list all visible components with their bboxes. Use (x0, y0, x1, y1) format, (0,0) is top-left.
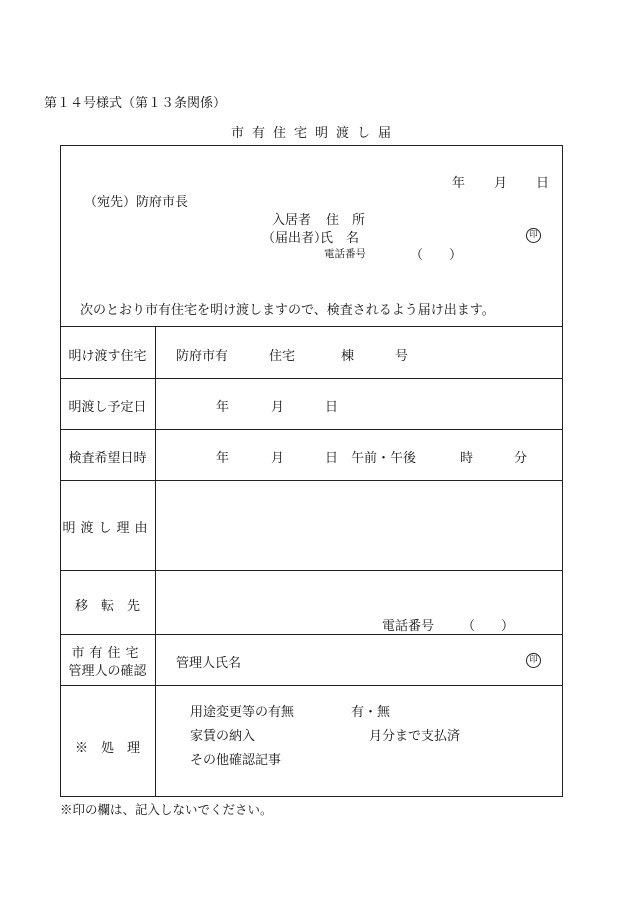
document-title: 市有住宅明渡し届 (230, 126, 399, 141)
inspection-minute: 分 (514, 451, 528, 466)
footnote: ※印の欄は、記入しないでください。 (60, 802, 273, 817)
name-label: 氏 名 (320, 231, 360, 246)
statement: 次のとおり市有住宅を明け渡しますので、検査されるよう届け出ます。 (80, 303, 495, 318)
row-label-line1: 市有住宅 (71, 646, 144, 661)
manager-name-label: 管理人氏名 (176, 656, 242, 671)
scheduled-month: 月 (271, 400, 285, 415)
inspection-day: 日 (325, 451, 339, 466)
row-label: 明渡し予定日 (68, 400, 147, 415)
inspection-year: 年 (216, 451, 230, 466)
divider (60, 570, 563, 571)
date-year-label: 年 (452, 176, 466, 191)
scheduled-day: 日 (325, 400, 339, 415)
row-label-line2: 管理人の確認 (68, 664, 147, 679)
scheduled-year: 年 (216, 400, 230, 415)
seal-mark: 印 (526, 653, 541, 668)
inspection-hour: 時 (460, 451, 474, 466)
housing-number: 号 (395, 349, 409, 364)
housing-building: 棟 (341, 349, 355, 364)
divider (60, 429, 563, 430)
inspection-month: 月 (271, 451, 285, 466)
inspection-ampm: 午前・午後 (351, 451, 417, 466)
date-month-label: 月 (494, 176, 508, 191)
row-label: ※ 処 理 (74, 741, 140, 756)
filer-label: （届出者） (262, 231, 328, 246)
row-label: 検査希望日時 (68, 451, 147, 466)
housing-house: 住宅 (269, 349, 296, 364)
divider (60, 480, 563, 481)
row-label: 明け渡す住宅 (68, 349, 147, 364)
divider (60, 685, 563, 686)
phone-label: 電話番号 (324, 248, 366, 260)
housing-prefix: 防府市有 (176, 349, 229, 364)
seal-mark: 印 (526, 228, 541, 243)
form-number: 第１４号様式（第１３条関係） (44, 96, 227, 111)
destination-phone-label: 電話番号 (382, 619, 435, 634)
destination-phone-parens: （ ） (462, 619, 515, 634)
processing-line1-value: 有・無 (351, 705, 391, 720)
row-label: 移 転 先 (74, 599, 140, 614)
row-label: 明渡し理由 (62, 521, 153, 536)
address-label: 住 所 (326, 213, 366, 228)
addressee: （宛先）防府市長 (84, 195, 189, 210)
phone-parens: （ ） (410, 248, 463, 263)
processing-line2-value: 月分まで支払済 (369, 729, 461, 744)
divider (60, 378, 563, 379)
processing-line1: 用途変更等の有無 (190, 705, 295, 720)
tenant-label: 入居者 (272, 213, 312, 228)
processing-line2: 家賃の納入 (190, 729, 256, 744)
divider (60, 326, 563, 327)
date-day-label: 日 (536, 176, 550, 191)
column-divider (155, 326, 156, 797)
processing-line3: その他確認記事 (190, 753, 282, 768)
divider (60, 634, 563, 635)
